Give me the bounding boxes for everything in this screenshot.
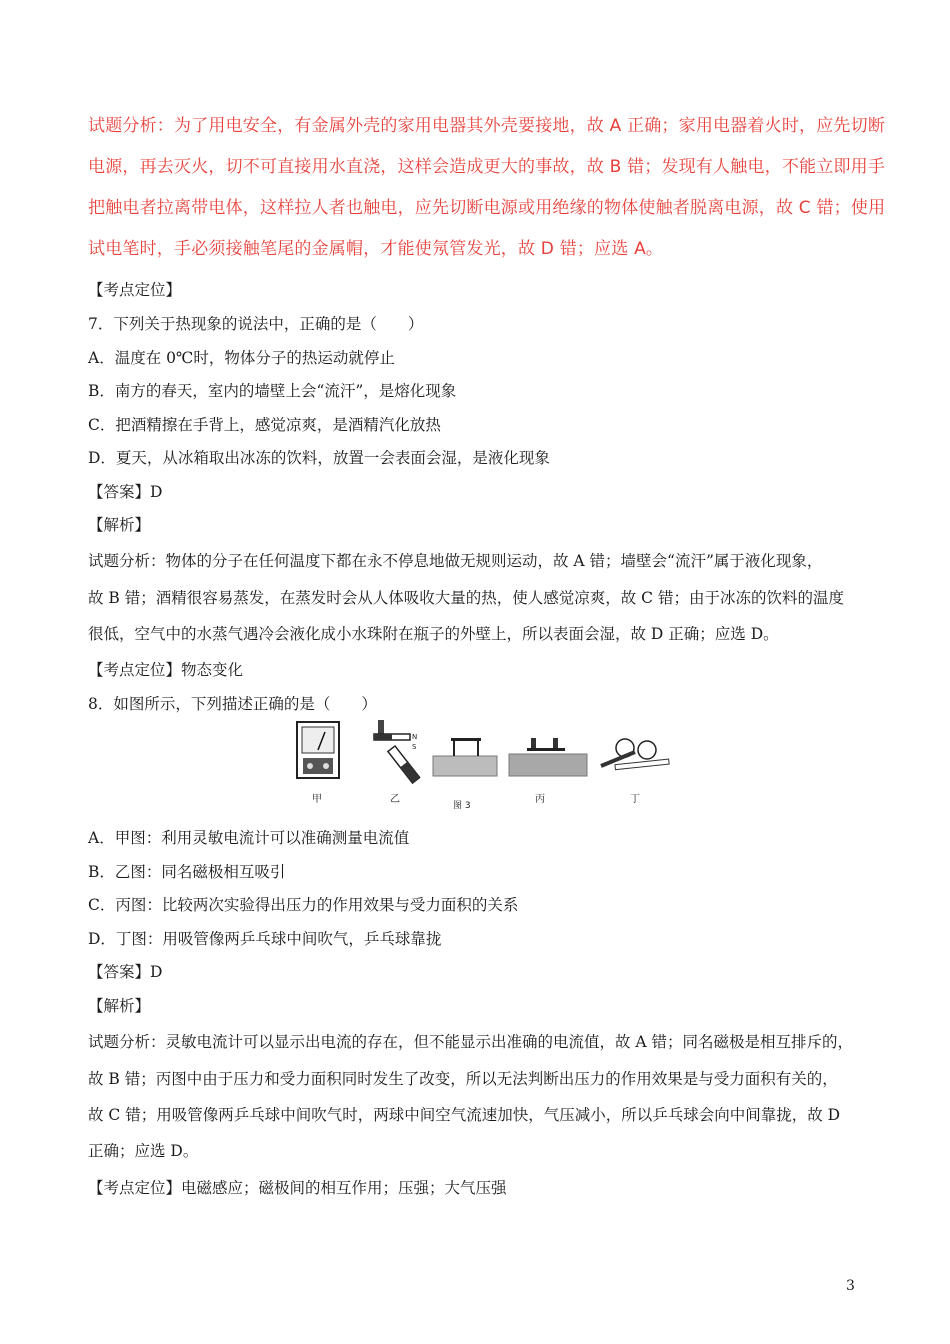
q7-answer: 【答案】D: [88, 483, 163, 501]
figure-3: [283, 718, 671, 814]
magnet-label-n: N: [412, 733, 418, 741]
q7-stem: 7．下列关于热现象的说法中，正确的是（ ）: [88, 315, 424, 333]
q7-analysis-line-2: 故 B 错；酒精很容易蒸发，在蒸发时会从人体吸收大量的热，使人感觉凉爽，故 C 错；由于冰冻的饮料的温度: [88, 589, 844, 607]
pressure-experiment-image: [433, 738, 587, 776]
q8-answer: 【答案】D: [88, 963, 163, 981]
figure-caption: 图 3: [453, 801, 471, 811]
q8-kaodian: 【考点定位】电磁感应；磁极间的相互作用；压强；大气压强: [88, 1179, 507, 1197]
q7-kaodian: 【考点定位】物态变化: [88, 661, 244, 679]
q8-analysis-line-2: 故 B 错；丙图中由于压力和受力面积同时发生了改变，所以无法判断出压力的作用效果是与受力面积有关的，: [88, 1070, 838, 1088]
q7-jiexi-heading: 【解析】: [88, 516, 151, 534]
figure-label-jia: 甲: [312, 794, 322, 805]
q6-analysis-line-1: 试题分析：为了用电安全，有金属外壳的家用电器其外壳要接地，故 A 正确；家用电器着火时，应先切断: [88, 116, 886, 136]
q8-option-d: D．丁图：用吸管像两乒乓球中间吹气，乒乓球靠拢: [88, 930, 442, 948]
q6-analysis-line-2: 电源，再去灭火，切不可直接用水直浇，这样会造成更大的事故，故 B 错；发现有人触电，不能立即用手: [88, 157, 886, 177]
magnet-label-s: S: [412, 743, 417, 751]
q8-jiexi-heading: 【解析】: [88, 997, 151, 1015]
q7-option-d: D．夏天，从冰箱取出冰冻的饮料，放置一会表面会湿，是液化现象: [88, 449, 550, 467]
q8-option-b: B．乙图：同名磁极相互吸引: [88, 863, 286, 881]
q8-option-c: C．丙图：比较两次实验得出压力的作用效果与受力面积的关系: [88, 896, 519, 914]
figure-label-yi: 乙: [390, 794, 400, 805]
q6-analysis-line-4: 试电笔时，手必须接触笔尾的金属帽，才能使氖管发光，故 D 错；应选 A。: [88, 239, 664, 259]
q7-analysis-line-1: 试题分析：物体的分子在任何温度下都在永不停息地做无规则运动，故 A 错；墙壁会“流汗”属于液化现象，: [88, 552, 823, 570]
magnets-image: [374, 720, 420, 783]
q8-analysis-line-4: 正确；应选 D。: [88, 1142, 199, 1160]
q8-analysis-line-1: 试题分析：灵敏电流计可以显示出电流的存在，但不能显示出准确的电流值，故 A 错；同名磁极是相互排斥的，: [88, 1033, 854, 1051]
figure-label-bing: 丙: [535, 794, 545, 805]
q7-option-b: B．南方的春天，室内的墙壁上会“流汗”，是熔化现象: [88, 382, 457, 400]
page-number: 3: [846, 1278, 855, 1294]
q6-analysis-line-3: 把触电者拉离带电体，这样拉人者也触电，应先切断电源或用绝缘的物体使触者脱离电源，故 C 错；使用: [88, 198, 886, 218]
q8-stem: 8．如图所示，下列描述正确的是（ ）: [88, 695, 377, 713]
figure-label-ding: 丁: [630, 794, 640, 805]
q7-option-c: C．把酒精擦在手背上，感觉凉爽，是酒精汽化放热: [88, 416, 441, 434]
ping-pong-balls-image: [601, 739, 669, 770]
galvanometer-image: [297, 722, 339, 778]
q7-analysis-line-3: 很低，空气中的水蒸气遇冷会液化成小水珠附在瓶子的外壁上，所以表面会湿，故 D 正确；应选 D。: [88, 625, 779, 643]
q6-kaodian: 【考点定位】: [88, 281, 182, 299]
q8-option-a: A．甲图：利用灵敏电流计可以准确测量电流值: [88, 829, 410, 847]
q7-option-a: A．温度在 0℃时，物体分子的热运动就停止: [88, 349, 395, 367]
q8-analysis-line-3: 故 C 错；用吸管像两乒乓球中间吹气时，两球中间空气流速加快，气压减小，所以乒乓球会向中间靠拢，故 D: [88, 1106, 841, 1124]
